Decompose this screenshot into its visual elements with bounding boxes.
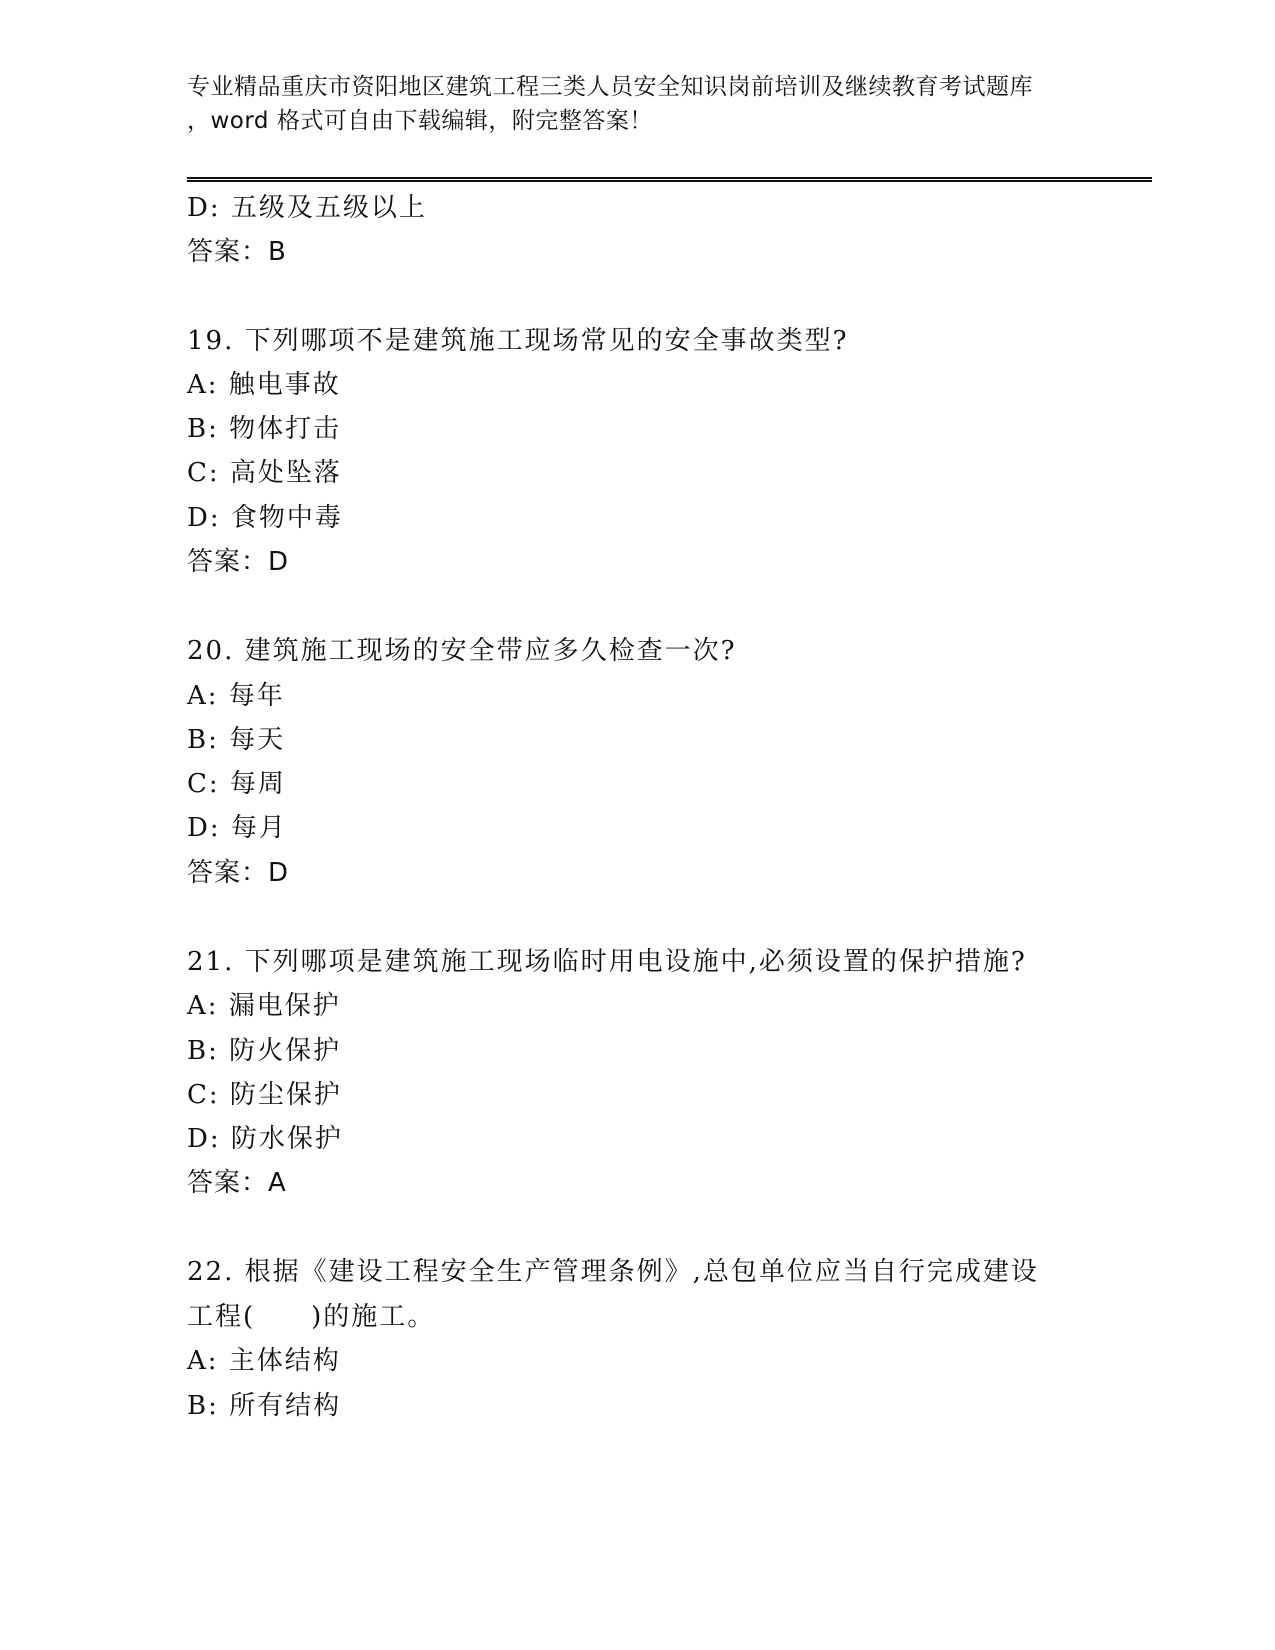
q21-answer: 答案：A bbox=[187, 1168, 287, 1198]
header-divider bbox=[187, 177, 1152, 182]
q20-option-b: B: 每天 bbox=[187, 725, 286, 755]
q20-question: 20. 建筑施工现场的安全带应多久检查一次? bbox=[187, 636, 737, 666]
q21-option-a: A: 漏电保护 bbox=[187, 991, 341, 1021]
q21-option-d: D: 防水保护 bbox=[187, 1124, 343, 1154]
q21-question: 21. 下列哪项是建筑施工现场临时用电设施中,必须设置的保护措施? bbox=[187, 947, 1027, 977]
q20-option-d: D: 每月 bbox=[187, 813, 287, 843]
q22-option-a: A: 主体结构 bbox=[187, 1346, 341, 1376]
header-title-line2: ，word 格式可自由下载编辑，附完整答案！ bbox=[187, 108, 653, 134]
q22-question-line2: 工程( )的施工。 bbox=[187, 1302, 436, 1332]
q20-option-c: C: 每周 bbox=[187, 769, 286, 799]
prev-answer: 答案：B bbox=[187, 237, 287, 267]
header-title-line1: 专业精品重庆市资阳地区建筑工程三类人员安全知识岗前培训及继续教育考试题库 bbox=[187, 74, 1033, 100]
q19-option-c: C: 高处坠落 bbox=[187, 458, 342, 488]
document-header bbox=[187, 70, 1087, 138]
q19-option-a: A: 触电事故 bbox=[187, 370, 341, 400]
q19-option-b: B: 物体打击 bbox=[187, 414, 342, 444]
q19-option-d: D: 食物中毒 bbox=[187, 503, 343, 533]
q20-option-a: A: 每年 bbox=[187, 681, 285, 711]
q21-option-b: B: 防火保护 bbox=[187, 1036, 342, 1066]
q21-option-c: C: 防尘保护 bbox=[187, 1080, 342, 1110]
q22-question-line1: 22. 根据《建设工程安全生产管理条例》,总包单位应当自行完成建设 bbox=[187, 1257, 1039, 1287]
q19-question: 19. 下列哪项不是建筑施工现场常见的安全事故类型? bbox=[187, 326, 849, 356]
q19-answer: 答案：D bbox=[187, 547, 290, 577]
prev-option-d: D: 五级及五级以上 bbox=[187, 193, 427, 223]
q22-option-b: B: 所有结构 bbox=[187, 1391, 342, 1421]
q20-answer: 答案：D bbox=[187, 858, 290, 888]
